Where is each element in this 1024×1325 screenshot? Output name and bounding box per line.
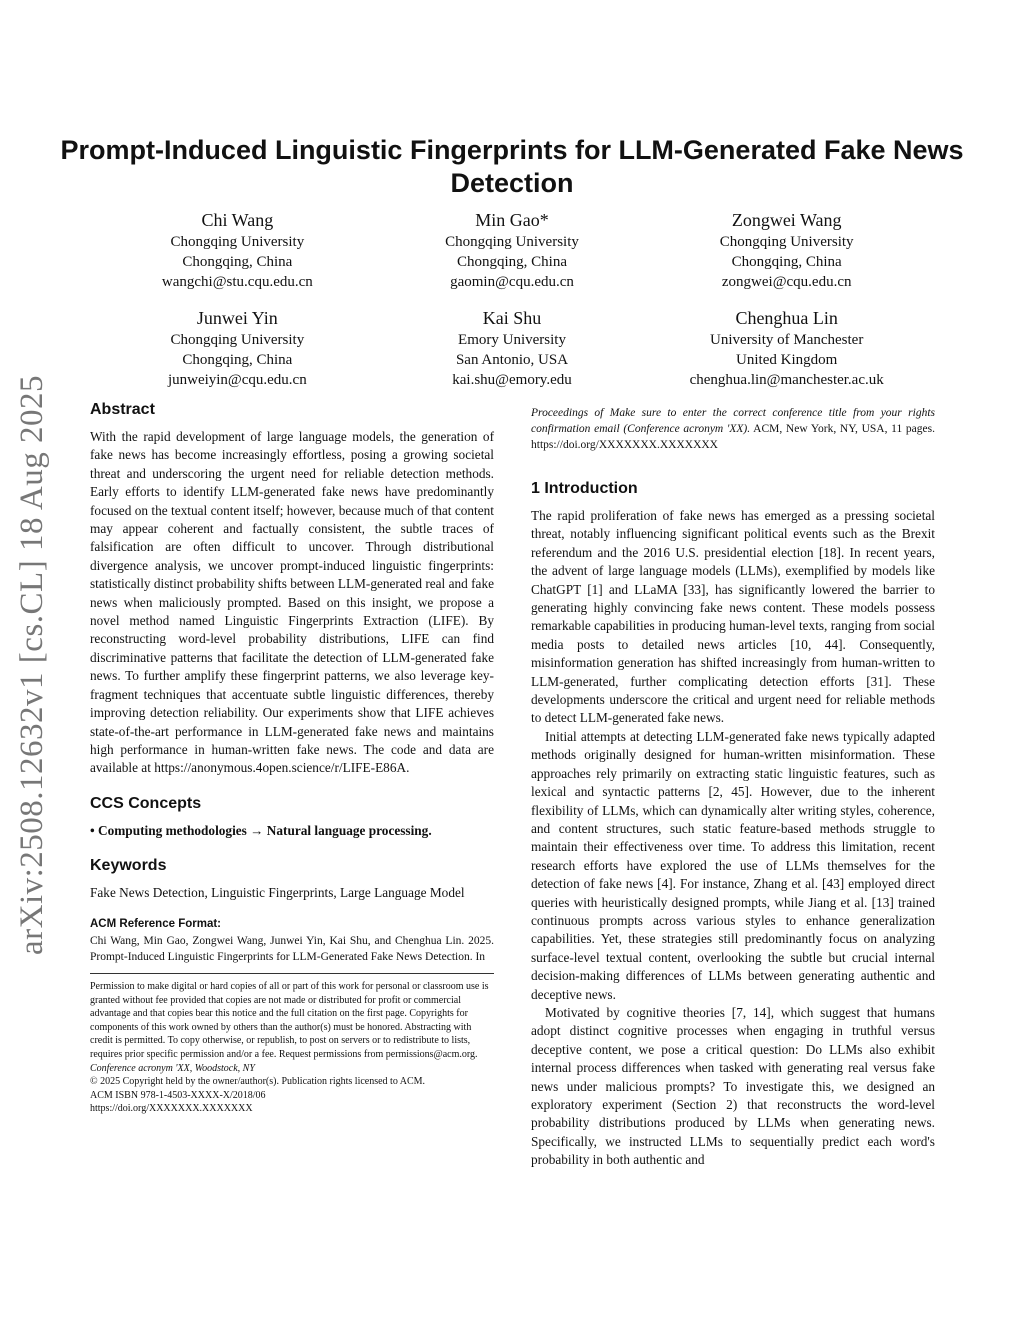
author-name: Min Gao*: [475, 210, 549, 230]
right-column: [531, 405, 935, 1170]
acm-ref-continued: [531, 405, 935, 453]
intro-paragraph-1: The rapid proliferation of fake news has emerged as a pressing societal threat, notably influencing significant political events such as the Brexit referendum and the 2016 U.S. presidential election [18]. In recent years, the advent of large language models (LLMs), exemplified by models like ChatGPT [1] and LLaMA [33], has significantly lowered the barrier to generating highly convincing fake news content. These models possess remarkable capabilities in producing human-level texts, ranging from social media posts to detailed news articles [10, 44]. Consequently, misinformation generation has shifted increasingly from human-written to LLM-generated, further complicating detection efforts [31]. These developments underscore the critical and urgent need for reliable methods to detect LLM-generated fake news.: [531, 508, 935, 726]
ccs-text: • Computing methodologies → Natural language processing.: [90, 822, 432, 838]
author-block: [375, 306, 650, 390]
author-location: Chongqing, China: [182, 352, 293, 368]
author-location: Chongqing, China: [731, 254, 842, 270]
author-affiliation: Chongqing University: [719, 234, 854, 250]
permission-text: Permission to make digital or hard copies of all or part of this work for personal or classroom use is granted without fee provided that copies are not made or distributed for profit or commercial advantage and that copies bear this notice and the full citation on the first page. Copyrights for components of this work owned by others than the author(s) must be honored. Abstracting with credit is permitted. To copy otherwise, or republish, to post on servers or to redistribute to lists, requires prior specific permission and/or a fee. Request permissions from permissions@acm.org.: [90, 980, 489, 1060]
author-name: Junwei Yin: [196, 308, 278, 328]
intro-paragraph-2: Initial attempts at detecting LLM-generated fake news typically adapted methods originally designed for human-written misinformation. These approaches rely primarily on extracting static linguistic features, such as lexical and syntactic patterns [2, 45]. However, due to the inherent flexibility of LLMs, which can dynamically alter writing styles, coherence, and content structures, such static feature-based methods struggle to maintain their effectiveness over time. To address this limitation, recent research efforts have explored the use of LLMs themselves for the detection of fake news [4]. For instance, Zhang et al. [43] employed direct queries with heuristically designed prompts, while Jiang et al. [13] trained continuous prompts across various styles to enhance generalization capabilities. Yet, these strategies still predominantly focus on analyzing surface-level textual content, overlooking the subtle but crucial internal decision-making differences of LLMs between generating authentic and deceptive news.: [531, 728, 935, 1002]
author-row-1: [100, 208, 924, 292]
arxiv-stamp: arXiv:2508.12632v1 [cs.CL] 18 Aug 2025: [14, 375, 50, 955]
author-block: [649, 208, 924, 292]
author-affiliation: Chongqing University: [170, 332, 305, 348]
author-name: Zongwei Wang: [731, 210, 842, 230]
acm-ref-tail: ACM, New York, NY, USA, 11 pages. https://doi.org/XXXXXXX.XXXXXXX: [531, 423, 935, 451]
abstract-heading: Abstract: [90, 401, 155, 418]
author-email: junweiyin@cqu.edu.cn: [167, 372, 307, 388]
author-affiliation: Emory University: [458, 332, 566, 348]
left-column: [90, 400, 494, 1116]
author-affiliation: Chongqing University: [445, 234, 579, 250]
acm-ref-body: Chi Wang, Min Gao, Zongwei Wang, Junwei Yin, Kai Shu, and Chenghua Lin. 2025. Prompt-Induced Linguistic Fingerprints for LLM-Generated Fake News Detection. In: [90, 934, 494, 963]
author-location: United Kingdom: [736, 352, 838, 368]
abstract-text: With the rapid development of large language models, the generation of fake news has become increasingly effortless, posing a growing societal threat and underscoring the urgent need for reliable detection methods. Early efforts to identify LLM-generated fake news have predominantly focused on the textual content itself; however, because much of that content may appear coherent and factually consistent, the subtle traces of falsification are often difficult to uncover. Through distributional divergence analysis, we uncover prompt-induced linguistic fingerprints: statistically distinct probability shifts between LLM-generated real and fake news when maliciously prompted. Based on this insight, we propose a novel method named Linguistic Fingerprints Extraction (LIFE). By reconstructing word-level probability distributions, LIFE can find discriminative patterns that facilitate the detection of LLM-generated fake news. To further amplify these fingerprint patterns, we also leverage key-fragment techniques that accentuate subtle linguistic differences, thereby improving detection reliability. Our experiments show that LIFE achieves state-of-the-art performance in LLM-generated fake news and maintains high performance in human-written fake news. The code and data are available at https://anonymous.4open.science/r/LIFE-E86A.: [90, 429, 494, 776]
author-email: zongwei@cqu.edu.cn: [721, 274, 852, 290]
acm-ref-italic-cont: Proceedings of Make sure to enter the correct conference title from your rights confirmation email (Conference acronym 'XX).: [531, 407, 935, 435]
author-email: kai.shu@emory.edu: [452, 372, 572, 388]
author-block: [375, 208, 650, 292]
paper-title: Prompt-Induced Linguistic Fingerprints for LLM-Generated Fake News Detection: [60, 135, 964, 198]
author-block: [100, 306, 375, 390]
author-name: Chenghua Lin: [735, 308, 838, 328]
author-affiliation: Chongqing University: [170, 234, 305, 250]
author-email: chenghua.lin@manchester.ac.uk: [689, 372, 884, 388]
author-location: Chongqing, China: [182, 254, 293, 270]
author-email: gaomin@cqu.edu.cn: [450, 274, 574, 290]
keywords-heading: Keywords: [90, 857, 167, 875]
author-affiliation: University of Manchester: [710, 332, 864, 348]
acm-ref-heading: ACM Reference Format:: [90, 917, 221, 930]
author-name: Kai Shu: [482, 308, 542, 328]
ccs-heading: CCS Concepts: [90, 794, 202, 812]
footnote-rule: [90, 973, 494, 974]
author-name: Chi Wang: [201, 210, 274, 230]
copyright-line: © 2025 Copyright held by the owner/author(s). Publication rights licensed to ACM.: [90, 1076, 426, 1088]
intro-paragraph-3: Motivated by cognitive theories [7, 14], which suggest that humans adopt distinct cognitive processes when engaging in truthful versus deceptive content, we pose a critical question: Do LLMs also exhibit internal process differences when tasked with generating real versus fake news under malicious prompts? To investigate this, we designed an exploratory experiment (Section 2) that reconstructs the word-level probability distributions produced by LLMs when generating news. Specifically, we instructed LLMs to sequentially predict each word's probability in both authentic and: [531, 1004, 935, 1168]
author-location: Chongqing, China: [457, 254, 568, 270]
permission-block: [90, 980, 494, 1116]
author-email: wangchi@stu.cqu.edu.cn: [161, 274, 313, 290]
author-row-2: [100, 306, 924, 390]
intro-heading: 1 Introduction: [531, 480, 638, 497]
doi-line: https://doi.org/XXXXXXX.XXXXXXX: [90, 1103, 253, 1115]
author-block: [100, 208, 375, 292]
author-location: San Antonio, USA: [455, 352, 569, 368]
acm-ref-text: [90, 933, 494, 965]
conference-line: Conference acronym 'XX, Woodstock, NY: [90, 1062, 255, 1074]
author-block: [649, 306, 924, 390]
keywords-text: Fake News Detection, Linguistic Fingerprints, Large Language Model: [90, 885, 465, 901]
isbn-line: ACM ISBN 978-1-4503-XXXX-X/2018/06: [90, 1089, 266, 1101]
